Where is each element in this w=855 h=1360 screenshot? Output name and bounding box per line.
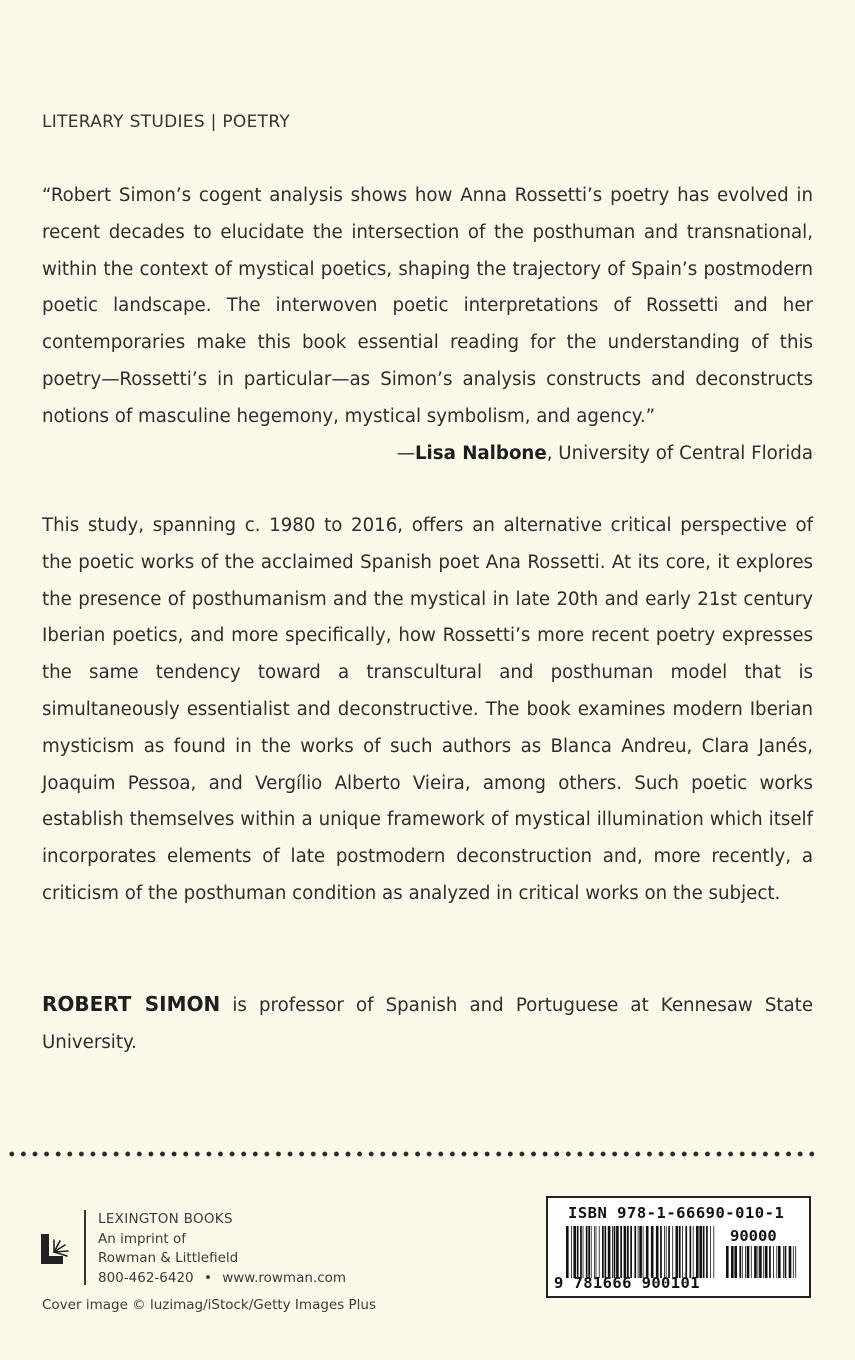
publisher-contact <box>98 1269 346 1289</box>
barcode-bar <box>706 1226 708 1278</box>
barcode-bar <box>660 1226 662 1278</box>
isbn-number: ISBN 978-1-66690-010-1 <box>568 1204 785 1222</box>
barcode-bar <box>599 1226 600 1278</box>
category-label: LITERARY STUDIES | POETRY <box>42 112 291 132</box>
barcode-bar <box>643 1226 644 1278</box>
quote-text: “Robert Simon’s cogent analysis shows how Anna Rossetti’s poetry has evolved in recent decades to elucidate the intersection of the posthuman and transnational, within the context of mystical poetics, shaping the trajectory of Spain’s postmodern poetic landscape. The interwoven poetic interpretations of Rossetti and her contemporaries make this book essential reading for the understanding of this poetry—Rossetti’s in particular—as Simon’s analysis constructs and deconstructs notions of masculine hegemony, mystical symbolism, and agency.” <box>42 185 813 427</box>
parent-publisher: Rowman & Littlefield <box>98 1250 239 1266</box>
publisher-website: www.rowman.com <box>222 1269 347 1286</box>
publisher-info <box>98 1210 346 1288</box>
barcode-bar <box>690 1226 692 1278</box>
cover-image-credit: Cover image © luzimag/iStock/Getty Images Plus <box>42 1297 377 1313</box>
quote-attribution <box>397 436 813 473</box>
barcode-bars <box>566 1226 716 1278</box>
barcode-bar <box>713 1226 714 1278</box>
barcode-bar <box>608 1226 611 1278</box>
barcode-bar <box>785 1246 787 1278</box>
barcode-bar <box>693 1226 694 1278</box>
barcode-bar <box>577 1226 579 1278</box>
barcode-bar <box>588 1226 590 1278</box>
barcode-bar <box>612 1226 613 1278</box>
barcode-bar <box>566 1226 569 1278</box>
attribution-name: Lisa Nalbone <box>414 442 547 464</box>
barcode-bar <box>591 1226 592 1278</box>
barcode-addon-number: 90000 <box>730 1227 777 1245</box>
publisher-phone: 800-462-6420 <box>98 1269 194 1286</box>
barcode-bar <box>739 1246 741 1278</box>
barcode-bar <box>639 1226 642 1278</box>
barcode-digits: 9 781666 900101 <box>554 1274 700 1292</box>
barcode-bar <box>696 1226 699 1278</box>
barcode-bar <box>734 1246 737 1278</box>
barcode-bar <box>596 1226 597 1278</box>
barcode-bar <box>699 1226 702 1278</box>
barcode-bar <box>773 1246 774 1278</box>
barcode-bar <box>783 1246 784 1278</box>
barcode-bar <box>672 1226 673 1278</box>
barcode-bar <box>745 1246 746 1278</box>
lexington-logo-icon <box>40 1232 72 1268</box>
barcode-bar <box>742 1246 743 1278</box>
attribution-dash: — <box>396 442 415 464</box>
barcode-bar <box>726 1246 729 1278</box>
barcode-bar <box>778 1246 781 1278</box>
barcode-bar <box>627 1226 629 1278</box>
barcode-bar <box>638 1226 639 1278</box>
book-description: This study, spanning c. 1980 to 2016, offers an alternative critical perspective of the poetic works of the acclaimed Spanish poet Ana Rossetti. At its core, it explores the presence of posthumanism and the mystical in late 20th and early 21st century Iberian poetics, and more specifically, how Rossetti’s more recent poetry expresses the same tendency toward a transcultural and posthuman model that is simultaneously essentialist and deconstructive. The book examines modern Iberian mysticism as found in the works of such authors as Blanca Andreu, Clara Janés, Joaquim Pessoa, and Vergílio Alberto Vieira, among others. Such poetic works establish themselves within a unique framework of mystical illumination which itself incorporates elements of late postmodern deconstruction and, more recently, a criticism of the posthuman condition as analyzed in critical works on the subject. <box>42 515 813 904</box>
barcode-bar <box>685 1226 687 1278</box>
barcode-bar <box>754 1246 757 1278</box>
barcode-bar <box>795 1246 796 1278</box>
barcode-bar <box>646 1226 649 1278</box>
barcode-bar <box>624 1226 627 1278</box>
barcode-bar <box>751 1246 752 1278</box>
barcode-bar <box>614 1226 616 1278</box>
endorsement-quote <box>42 178 813 472</box>
barcode-bar <box>664 1226 665 1278</box>
author-bio-text: is professor of Spanish and Portuguese at Kennesaw State University. <box>42 995 814 1053</box>
barcode-bar <box>594 1226 595 1278</box>
barcode-bar <box>682 1226 683 1278</box>
barcode-bar <box>620 1226 622 1278</box>
barcode-bar <box>602 1226 604 1278</box>
barcode-bar <box>776 1246 777 1278</box>
barcode-bar <box>666 1226 667 1278</box>
author-name: ROBERT SIMON <box>42 992 221 1016</box>
barcode-bar <box>656 1226 659 1278</box>
barcode-bar <box>789 1246 792 1278</box>
barcode-bar <box>731 1246 734 1278</box>
barcode-addon-bars <box>726 1246 798 1278</box>
barcode-bar <box>793 1246 794 1278</box>
barcode-bar <box>580 1226 582 1278</box>
barcode-bar <box>747 1246 750 1278</box>
author-bio <box>42 986 813 1062</box>
barcode-bar <box>703 1226 705 1278</box>
barcode-bar <box>586 1226 588 1278</box>
barcode-bar <box>758 1246 759 1278</box>
barcode-bar <box>583 1226 584 1278</box>
barcode-bar <box>765 1246 768 1278</box>
isbn-barcode <box>546 1196 811 1298</box>
imprint-line: An imprint of <box>98 1230 187 1247</box>
barcode-bar <box>710 1226 711 1278</box>
barcode-bar <box>679 1226 681 1278</box>
attribution-affiliation: , University of Central Florida <box>546 442 813 464</box>
barcode-bar <box>573 1226 576 1278</box>
publisher-name: LEXINGTON BOOKS <box>98 1211 233 1227</box>
barcode-bar <box>668 1226 670 1278</box>
barcode-bar <box>630 1226 632 1278</box>
barcode-bar <box>651 1226 654 1278</box>
publisher-divider <box>84 1210 86 1285</box>
barcode-bar <box>763 1246 764 1278</box>
barcode-bar <box>769 1246 771 1278</box>
barcode-bar <box>605 1226 607 1278</box>
barcode-bar <box>634 1226 636 1278</box>
barcode-bar <box>616 1226 619 1278</box>
barcode-bar <box>759 1246 762 1278</box>
barcode-bar <box>676 1226 679 1278</box>
contact-separator: • <box>203 1269 212 1286</box>
dotted-divider <box>6 1150 818 1158</box>
barcode-bar <box>571 1226 572 1278</box>
